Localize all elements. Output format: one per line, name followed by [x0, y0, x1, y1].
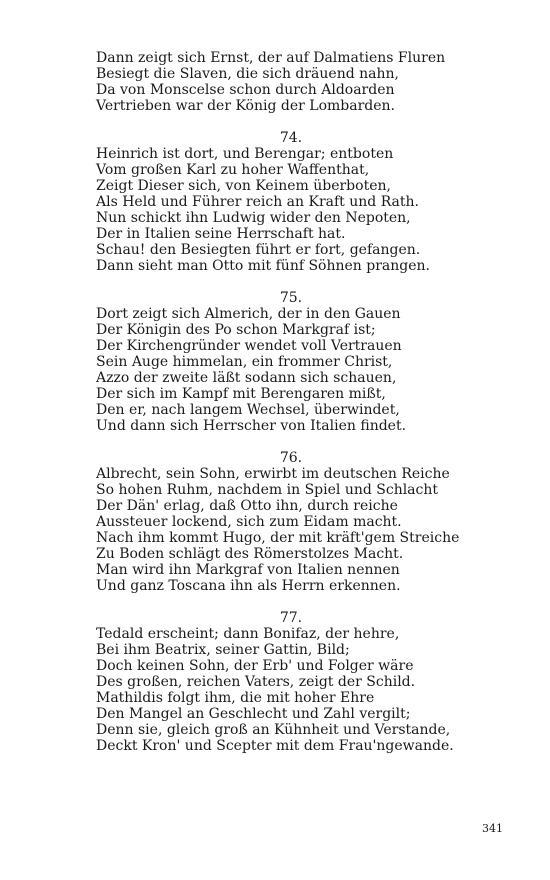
verse-line: Und ganz Toscana ihn als Herrn erkennen.: [96, 578, 401, 594]
verse-line: Bei ihm Beatrix, seiner Gattin, Bild;: [96, 642, 350, 658]
verse-line: Vertrieben war der König der Lombarden.: [96, 98, 395, 114]
stanza-number: 75.: [279, 290, 303, 306]
verse-line: Albrecht, sein Sohn, erwirbt im deutschen Reiche: [96, 466, 450, 482]
verse-line: Nach ihm kommt Hugo, der mit kräft'gem Streiche: [96, 530, 460, 546]
stanza-number: 74.: [279, 130, 303, 146]
stanza-number: 76.: [279, 450, 303, 466]
verse-line: Dann sieht man Otto mit fünf Söhnen prangen.: [96, 258, 431, 274]
stanza: [96, 450, 496, 594]
verse-line: Der Königin des Po schon Markgraf ist;: [96, 322, 376, 338]
verse-line: Heinrich ist dort, und Berengar; entboten: [96, 146, 394, 162]
verse-line: Man wird ihn Markgraf von Italien nennen: [96, 562, 400, 578]
poem-page: [96, 50, 496, 770]
verse-line: Der Kirchengründer wendet voll Vertrauen: [96, 338, 402, 354]
verse-line: Des großen, reichen Vaters, zeigt der Schild.: [96, 674, 416, 690]
verse-line: Tedald erscheint; dann Bonifaz, der hehre,: [96, 626, 400, 642]
verse-line: Den Mangel an Geschlecht und Zahl vergilt;: [96, 706, 411, 722]
verse-line: Aussteuer lockend, sich zum Eidam macht.: [96, 514, 402, 530]
verse-line: Vom großen Karl zu hoher Waffenthat,: [96, 162, 370, 178]
verse-line: So hohen Ruhm, nachdem in Spiel und Schlacht: [96, 482, 439, 498]
verse-line: Der Dän' erlag, daß Otto ihn, durch reiche: [96, 498, 398, 514]
verse-line: Zu Boden schlägt des Römerstolzes Macht.: [96, 546, 404, 562]
stanza: [96, 50, 496, 114]
verse-line: Da von Monscelse schon durch Aldoarden: [96, 82, 395, 98]
verse-line: Und dann sich Herrscher von Italien findet.: [96, 418, 407, 434]
stanza-number: 77.: [279, 610, 303, 626]
verse-line: Nun schickt ihn Ludwig wider den Nepoten,: [96, 210, 411, 226]
verse-line: Dort zeigt sich Almerich, der in den Gauen: [96, 306, 401, 322]
verse-line: Denn sie, gleich groß an Kühnheit und Verstande,: [96, 722, 451, 738]
verse-line: Den er, nach langem Wechsel, überwindet,: [96, 402, 400, 418]
verse-line: Dann zeigt sich Ernst, der auf Dalmatiens Fluren: [96, 50, 446, 66]
verse-line: Zeigt Dieser sich, von Keinem überboten,: [96, 178, 391, 194]
page-number: 341: [482, 822, 503, 835]
verse-line: Besiegt die Slaven, die sich dräuend nahn,: [96, 66, 399, 82]
verse-line: Der sich im Kampf mit Berengaren mißt,: [96, 386, 386, 402]
verse-line: Mathildis folgt ihm, die mit hoher Ehre: [96, 690, 375, 706]
stanza: [96, 610, 496, 754]
verse-line: Schau! den Besiegten führt er fort, gefangen.: [96, 242, 421, 258]
stanza: [96, 290, 496, 434]
verse-line: Azzo der zweite läßt sodann sich schauen,: [96, 370, 397, 386]
verse-line: Als Held und Führer reich an Kraft und Rath.: [96, 194, 419, 210]
stanza: [96, 130, 496, 274]
verse-line: Doch keinen Sohn, der Erb' und Folger wäre: [96, 658, 414, 674]
verse-line: Deckt Kron' und Scepter mit dem Frau'ngewande.: [96, 738, 454, 754]
verse-line: Der in Italien seine Herrschaft hat.: [96, 226, 346, 242]
verse-line: Sein Auge himmelan, ein frommer Christ,: [96, 354, 393, 370]
